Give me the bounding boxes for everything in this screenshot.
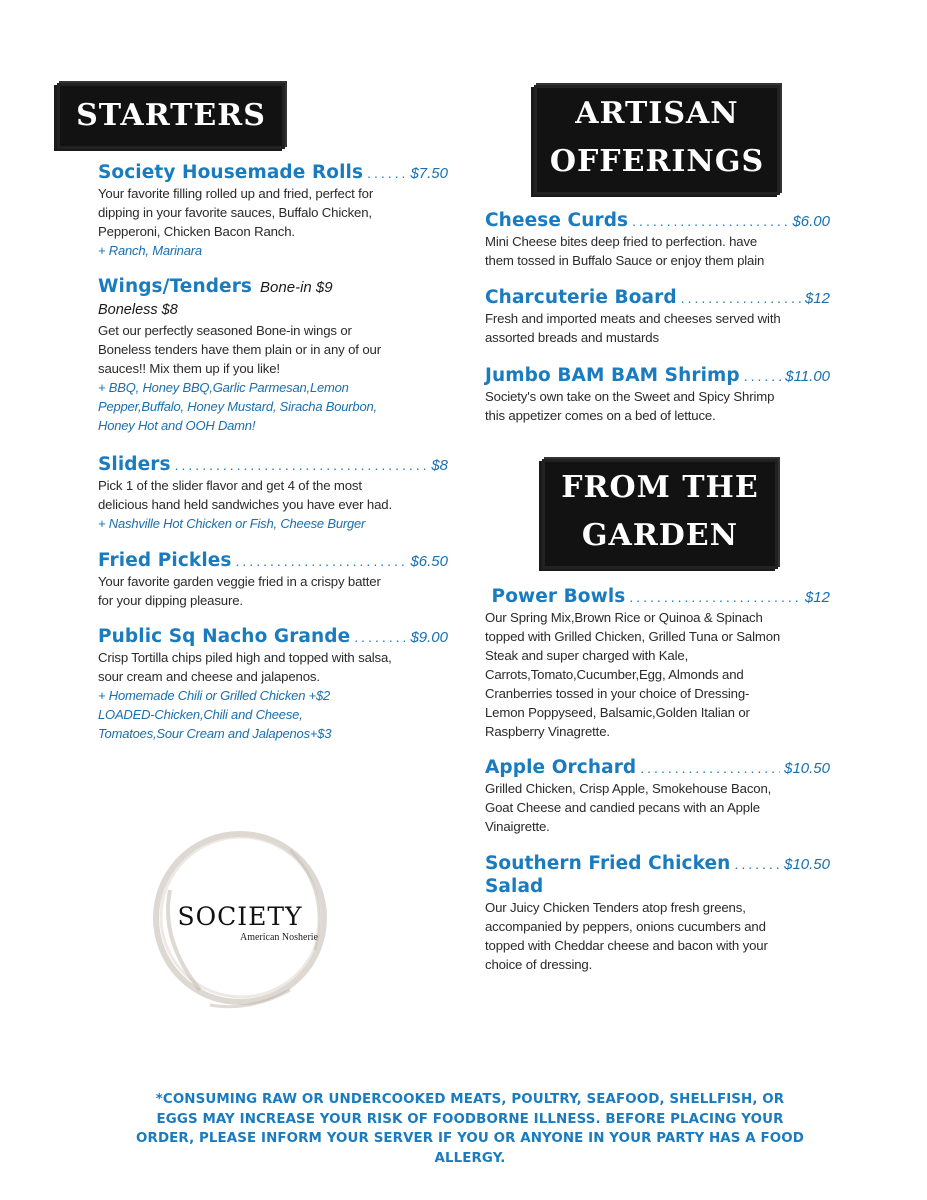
item-price-note: Boneless $8 xyxy=(98,302,178,318)
menu-item-sliders xyxy=(98,454,448,533)
item-price: $10.50 xyxy=(784,856,830,873)
menu-item-power-bowls xyxy=(485,586,830,741)
leader-dots xyxy=(629,589,801,605)
item-description: Get our perfectly seasoned Bone-in wings or Boneless tenders have them plain or in any of our sauces!! Mix them up if you like! xyxy=(98,323,381,376)
item-name: Southern Fried Chicken xyxy=(485,853,731,874)
menu-item-cheese-curds xyxy=(485,210,830,270)
item-price: $6.50 xyxy=(410,553,448,570)
item-name: Cheese Curds xyxy=(485,210,629,231)
item-description: Our Juicy Chicken Tenders atop fresh greens, accompanied by peppers, onions cucumbers and topped with Cheddar cheese and bacon with your choice of dressing. xyxy=(485,900,768,972)
item-description: Mini Cheese bites deep fried to perfection. have them tossed in Buffalo Sauce or enjoy them plain xyxy=(485,234,765,268)
item-price-note: Bone-in $9 xyxy=(260,279,333,296)
leader-dots xyxy=(681,290,801,306)
leader-dots xyxy=(734,856,780,872)
artisan-banner xyxy=(537,88,777,192)
item-price: $10.50 xyxy=(784,760,830,777)
garden-banner xyxy=(545,462,775,566)
leader-dots xyxy=(640,760,780,776)
item-description: Crisp Tortilla chips piled high and topped with salsa, sour cream and cheese and jalapenos. xyxy=(98,650,392,684)
allergy-disclaimer: *CONSUMING RAW OR UNDERCOOKED MEATS, POULTRY, SEAFOOD, SHELLFISH, OR EGGS MAY INCREASE YOUR RISK OF FOODBORNE ILLNESS. BEFORE PLACING YOUR ORDER, PLEASE INFORM YOUR SERVER IF YOU OR ANYONE IN YOUR PARTY HAS A FOOD ALLERGY. xyxy=(136,1092,804,1166)
item-price: $11.00 xyxy=(785,368,830,385)
item-price: $7.50 xyxy=(410,165,448,182)
society-logo xyxy=(140,820,340,1020)
item-name-line2: Salad xyxy=(485,876,544,897)
item-price: $9.00 xyxy=(410,629,448,646)
menu-item-wings-tenders xyxy=(98,276,448,435)
item-description: Pick 1 of the slider flavor and get 4 of the most delicious hand held sandwiches you have ever had. xyxy=(98,478,392,512)
garden-heading-line2: GARDEN xyxy=(581,518,739,553)
item-name: Apple Orchard xyxy=(485,757,637,778)
item-price: $12 xyxy=(804,290,830,307)
logo-name: SOCIETY xyxy=(177,902,303,931)
item-name: Public Sq Nacho Grande xyxy=(98,626,351,647)
item-description: Your favorite garden veggie fried in a crispy batter for your dipping pleasure. xyxy=(98,574,381,608)
menu-item-housemade-rolls xyxy=(98,162,448,260)
leader-dots xyxy=(367,165,406,181)
logo-subtitle: American Nosherie xyxy=(239,932,318,943)
menu-item-charcuterie-board xyxy=(485,287,830,347)
menu-item-nacho-grande xyxy=(98,626,448,743)
item-description: Our Spring Mix,Brown Rice or Quinoa & Spinach topped with Grilled Chicken, Grilled Tuna or Salmon Steak and super charged with Kale, Carrots,Tomato,Cucumber,Egg, Almonds and Cranberries tossed in your choice of Dressing- Lemon Poppyseed, Balsamic,Golden Italian or Raspberry Vinagrette. xyxy=(485,610,781,739)
item-price: $6.00 xyxy=(792,213,830,230)
leader-dots xyxy=(632,213,788,229)
leader-dots xyxy=(236,553,407,569)
item-price: $12 xyxy=(804,589,830,606)
leader-dots xyxy=(354,629,406,645)
item-addons: + Ranch, Marinara xyxy=(98,243,202,258)
item-description: Fresh and imported meats and cheeses served with assorted breads and mustards xyxy=(485,311,781,345)
starters-heading: STARTERS xyxy=(76,98,266,133)
artisan-heading-line2: OFFERINGS xyxy=(549,144,765,179)
leader-dots xyxy=(175,457,428,473)
artisan-heading-line1: ARTISAN xyxy=(575,96,739,131)
garden-heading-line1: FROM THE xyxy=(561,470,759,505)
item-name: Wings/Tenders xyxy=(98,276,253,297)
item-addons: + Homemade Chili or Grilled Chicken +$2 LOADED-Chicken,Chili and Cheese, Tomatoes,Sour Cream and Jalapenos+$3 xyxy=(98,688,332,741)
starters-banner xyxy=(60,86,282,146)
item-description: Society's own take on the Sweet and Spicy Shrimp this appetizer comes on a bed of lettuce. xyxy=(485,389,775,423)
item-description: Your favorite filling rolled up and fried, perfect for dipping in your favorite sauces, Buffalo Chicken, Pepperoni, Chicken Bacon Ranch. xyxy=(98,186,374,239)
item-name: Jumbo BAM BAM Shrimp xyxy=(485,365,740,386)
item-name: Society Housemade Rolls xyxy=(98,162,364,183)
leader-dots xyxy=(744,368,781,384)
item-name: Charcuterie Board xyxy=(485,287,677,308)
menu-item-bam-bam-shrimp xyxy=(485,365,830,425)
item-addons: + Nashville Hot Chicken or Fish, Cheese Burger xyxy=(98,516,366,531)
item-name: Power Bowls xyxy=(485,586,626,607)
item-name: Sliders xyxy=(98,454,171,475)
item-description: Grilled Chicken, Crisp Apple, Smokehouse Bacon, Goat Cheese and candied pecans with an Apple Vinaigrette. xyxy=(485,781,772,834)
item-price: $8 xyxy=(431,457,448,474)
menu-item-apple-orchard xyxy=(485,757,830,836)
item-addons: + BBQ, Honey BBQ,Garlic Parmesan,Lemon Pepper,Buffalo, Honey Mustard, Siracha Bourbon, Honey Hot and OOH Damn! xyxy=(98,380,377,433)
menu-item-southern-fried-chicken-salad xyxy=(485,853,830,974)
item-name: Fried Pickles xyxy=(98,550,232,571)
menu-item-fried-pickles xyxy=(98,550,448,610)
